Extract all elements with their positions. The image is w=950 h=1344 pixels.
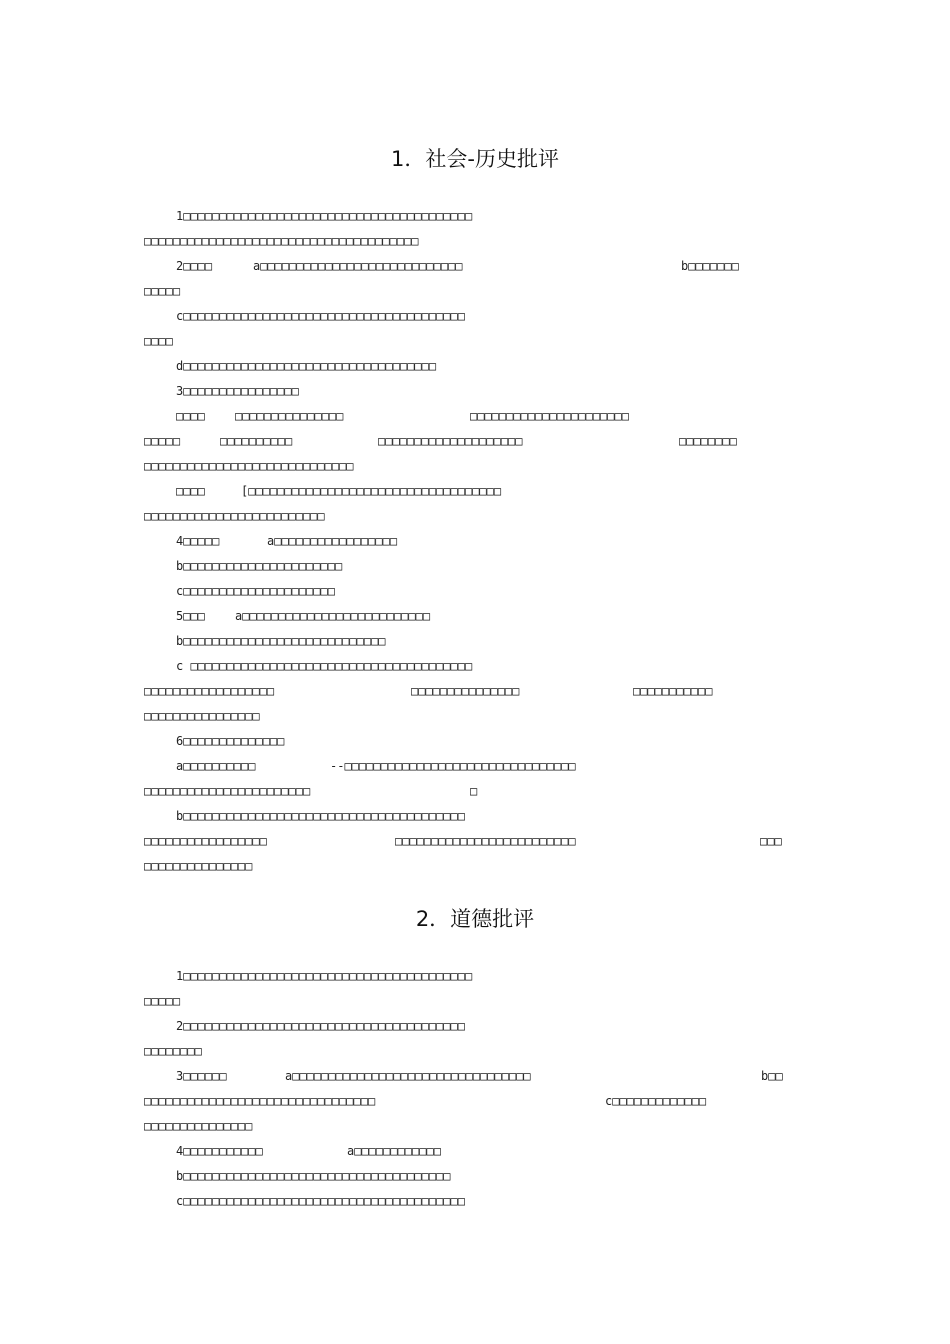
paragraph-line: □□□□ bbox=[176, 484, 205, 498]
paragraph-line: □□□□□□□□□□ bbox=[220, 434, 293, 448]
paragraph-line: a□□□□□□□□□□□□□□□□□ bbox=[267, 534, 398, 548]
paragraph-line: □□□□□□□□□□□□□□□ bbox=[235, 409, 344, 423]
paragraph-line: d□□□□□□□□□□□□□□□□□□□□□□□□□□□□□□□□□□□ bbox=[176, 359, 437, 373]
paragraph-line: 5□□□ bbox=[176, 609, 205, 623]
paragraph-line: b□□□□□□□□□□□□□□□□□□□□□□□□□□□□□□□□□□□□□ bbox=[176, 1169, 451, 1183]
paragraph-line: 4□□□□□ bbox=[176, 534, 220, 548]
paragraph-line: □□□□ bbox=[144, 334, 173, 348]
paragraph-line: □□□□□□□□□□□□□□□□□□ bbox=[144, 684, 275, 698]
paragraph-line: 3□□□□□□□□□□□□□□□□ bbox=[176, 384, 299, 398]
paragraph-line: a□□□□□□□□□□□□□□□□□□□□□□□□□□□□□□□□□ bbox=[285, 1069, 531, 1083]
paragraph-line: b□□□□□□□□□□□□□□□□□□□□□□□□□□□□□□□□□□□□□□□ bbox=[176, 809, 465, 823]
paragraph-line: 4□□□□□□□□□□□ bbox=[176, 1144, 263, 1158]
paragraph-line: □□□□□□□□□□□□□□□□□□□□□□□□□□□□□□□□ bbox=[144, 1094, 376, 1108]
paragraph-line: 1□□□□□□□□□□□□□□□□□□□□□□□□□□□□□□□□□□□□□□□□ bbox=[176, 209, 473, 223]
paragraph-line: c □□□□□□□□□□□□□□□□□□□□□□□□□□□□□□□□□□□□□□□ bbox=[176, 659, 473, 673]
paragraph-line: □□□□□□□□□□□□□□□□□□□□□□□□□ bbox=[144, 509, 325, 523]
paragraph-line: a□□□□□□□□□□ bbox=[176, 759, 256, 773]
section-1-heading: 1．社会-历史批评 bbox=[391, 147, 559, 171]
paragraph-line: □□□□□□□□ bbox=[679, 434, 737, 448]
paragraph-line: □□□□□□□□□□□□□□□ bbox=[144, 1119, 253, 1133]
section-2-heading: 2．道德批评 bbox=[415, 907, 535, 931]
paragraph-line: □□□□□□□□□□□□□□□□□□□□□□ bbox=[470, 409, 629, 423]
paragraph-line: □□□□□ bbox=[144, 434, 181, 448]
paragraph-line: 2□□□□□□□□□□□□□□□□□□□□□□□□□□□□□□□□□□□□□□□ bbox=[176, 1019, 465, 1033]
paragraph-line: a□□□□□□□□□□□□□□□□□□□□□□□□□□□□ bbox=[253, 259, 463, 273]
paragraph-line: □□□□□ bbox=[144, 994, 181, 1008]
paragraph-line: b□□□□□□□ bbox=[681, 259, 739, 273]
paragraph-line: □□□□□□□□□□□□□□□ bbox=[144, 859, 253, 873]
paragraph-line: c□□□□□□□□□□□□□□□□□□□□□□□□□□□□□□□□□□□□□□□ bbox=[176, 1194, 465, 1208]
paragraph-line: 6□□□□□□□□□□□□□□ bbox=[176, 734, 285, 748]
paragraph-line: □□□□□□□□□□□□□□□□□ bbox=[144, 834, 267, 848]
paragraph-line: b□□ bbox=[761, 1069, 783, 1083]
paragraph-line: c□□□□□□□□□□□□□□□□□□□□□□□□□□□□□□□□□□□□□□□ bbox=[176, 309, 465, 323]
paragraph-line: □□□□□□□□□□□□□□□□□□□□□□□□□ bbox=[395, 834, 576, 848]
paragraph-line: □□□□□□□□ bbox=[144, 1044, 202, 1058]
paragraph-line: □□□□ bbox=[176, 409, 205, 423]
paragraph-line: □ bbox=[470, 784, 478, 798]
paragraph-line: --□□□□□□□□□□□□□□□□□□□□□□□□□□□□□□□□ bbox=[330, 759, 576, 773]
paragraph-line: □□□□□ bbox=[144, 284, 181, 298]
paragraph-line: a□□□□□□□□□□□□ bbox=[347, 1144, 441, 1158]
paragraph-line: □□□□□□□□□□□□□□□□□□□□□□□□□□□□□□□□□□□□□□ bbox=[144, 234, 419, 248]
paragraph-line: □□□ bbox=[760, 834, 782, 848]
paragraph-line: □□□□□□□□□□□□□□□□□□□□□□□ bbox=[144, 784, 311, 798]
paragraph-line: 2□□□□ bbox=[176, 259, 213, 273]
paragraph-line: 1□□□□□□□□□□□□□□□□□□□□□□□□□□□□□□□□□□□□□□□□ bbox=[176, 969, 473, 983]
paragraph-line: □□□□□□□□□□□ bbox=[633, 684, 713, 698]
paragraph-line: c□□□□□□□□□□□□□ bbox=[605, 1094, 707, 1108]
paragraph-line: 3□□□□□□ bbox=[176, 1069, 227, 1083]
paragraph-line: b□□□□□□□□□□□□□□□□□□□□□□□□□□□□ bbox=[176, 634, 386, 648]
paragraph-line: a□□□□□□□□□□□□□□□□□□□□□□□□□□ bbox=[235, 609, 431, 623]
paragraph-line: □□□□□□□□□□□□□□□□□□□□ bbox=[378, 434, 523, 448]
paragraph-line: c□□□□□□□□□□□□□□□□□□□□□ bbox=[176, 584, 335, 598]
paragraph-line: [□□□□□□□□□□□□□□□□□□□□□□□□□□□□□□□□□□□ bbox=[241, 484, 502, 498]
paragraph-line: □□□□□□□□□□□□□□□□ bbox=[144, 709, 260, 723]
paragraph-line: □□□□□□□□□□□□□□□ bbox=[411, 684, 520, 698]
paragraph-line: □□□□□□□□□□□□□□□□□□□□□□□□□□□□□ bbox=[144, 459, 354, 473]
paragraph-line: b□□□□□□□□□□□□□□□□□□□□□□ bbox=[176, 559, 343, 573]
